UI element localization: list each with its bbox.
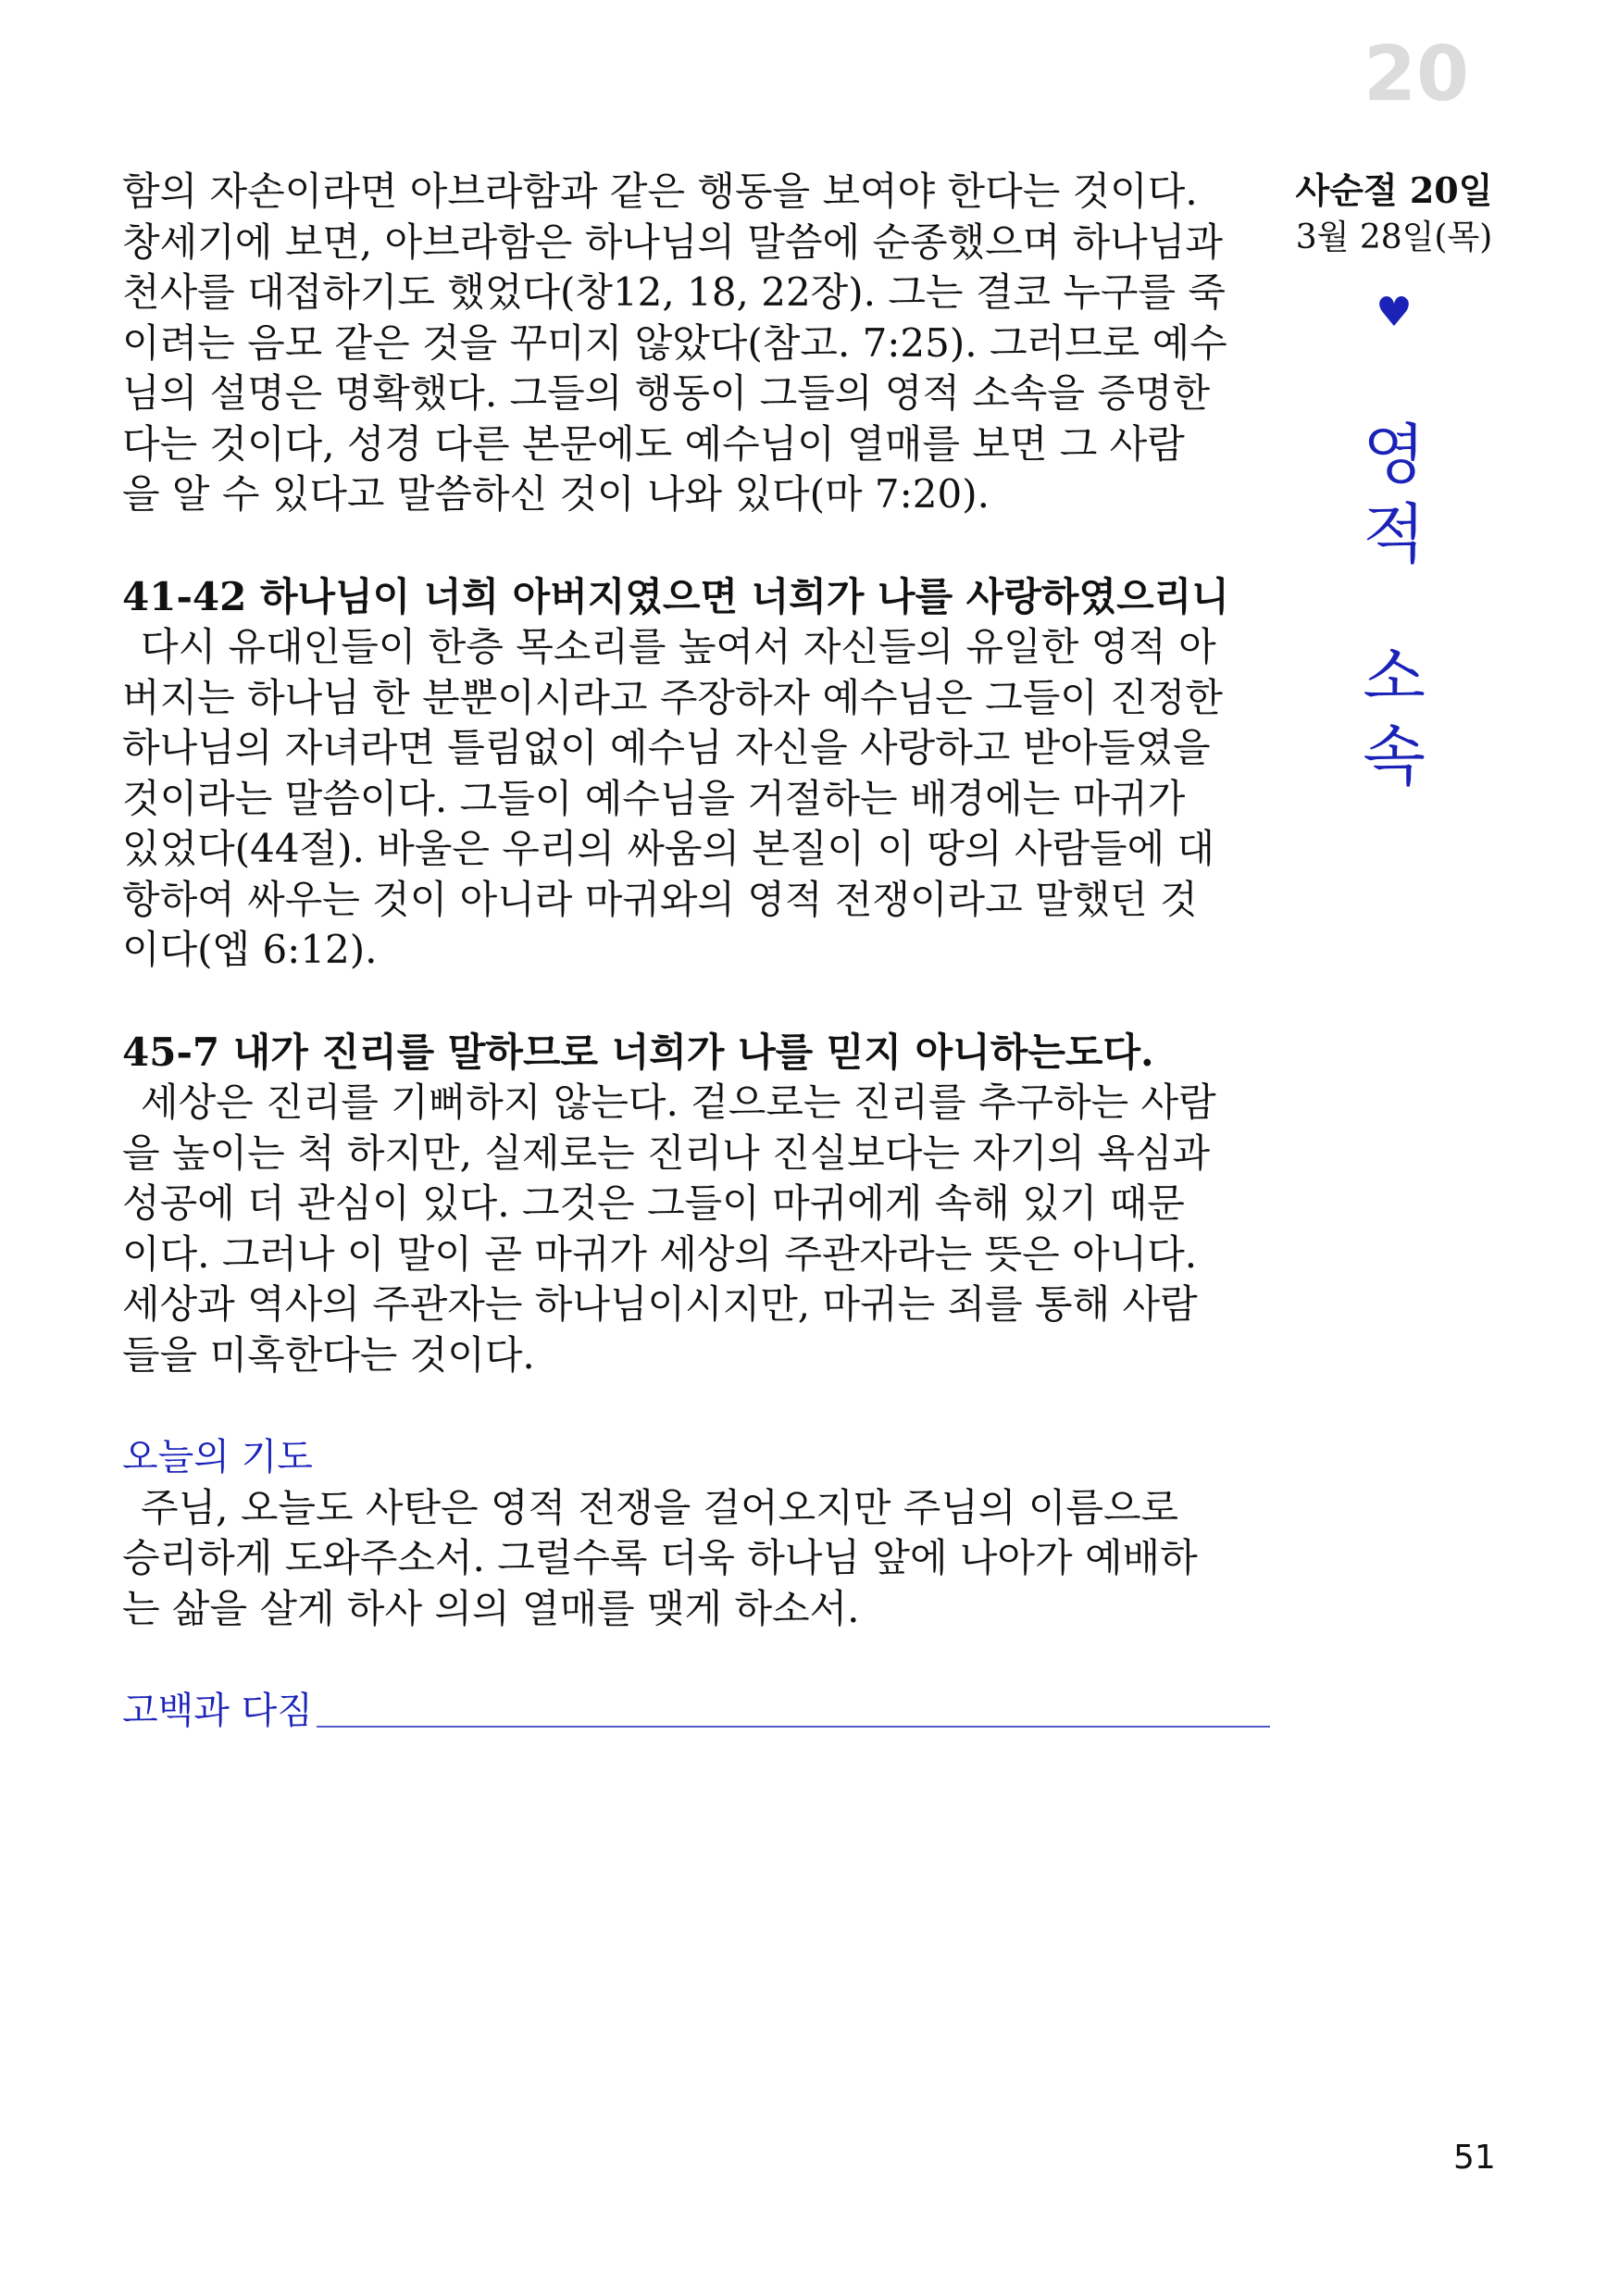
theme-char: 영 [1363, 417, 1426, 493]
main-text [122, 167, 1270, 1737]
prayer-line: 주님, 오늘도 사탄은 영적 전쟁을 걸어오지만 주님의 이름으로 [141, 1484, 1179, 1530]
section-41-42 [122, 572, 1270, 976]
section-line: 버지는 하나님 한 분뿐이시라고 주장하자 예수님은 그들이 진정한 [122, 674, 1223, 720]
section-line: 이다. 그러나 이 말이 곧 마귀가 세상의 주관자라는 뜻은 아니다. [122, 1230, 1198, 1277]
page-number: 51 [1453, 2139, 1496, 2177]
lent-day-label: 사순절 20일 [1295, 169, 1493, 211]
intro-paragraph [122, 167, 1270, 520]
intro-line: 창세기에 보면, 아브라함은 하나님의 말씀에 순종했으며 하나님과 [122, 218, 1223, 265]
section-line: 다시 유대인들이 한층 목소리를 높여서 자신들의 유일한 영적 아 [141, 624, 1216, 669]
sidebar [1283, 167, 1505, 336]
section-line: 항하여 싸우는 것이 아니라 마귀와의 영적 전쟁이라고 말했던 것 [122, 876, 1198, 922]
section-line: 성공에 더 관심이 있다. 그것은 그들이 마귀에게 속해 있기 때문 [122, 1180, 1185, 1226]
section-line: 있었다(44절). 바울은 우리의 싸움의 본질이 이 땅의 사람들에 대 [122, 826, 1215, 871]
prayer-line: 는 삶을 살게 하사 의의 열매를 맺게 하소서. [122, 1585, 860, 1631]
section-line: 것이라는 말씀이다. 그들이 예수님을 거절하는 배경에는 마귀가 [122, 775, 1186, 821]
prayer-line: 승리하게 도와주소서. 그럴수록 더욱 하나님 앞에 나아가 예배하 [122, 1535, 1198, 1580]
resolution-write-line [317, 1725, 1270, 1728]
section-line: 을 높이는 척 하지만, 실제로는 진리나 진실보다는 자기의 욕심과 [122, 1129, 1211, 1176]
resolution-row [122, 1686, 1270, 1737]
section-line: 하나님의 자녀라면 틀림없이 예수님 자신을 사랑하고 받아들였을 [122, 725, 1211, 770]
section-line: 세상은 진리를 기뻐하지 않는다. 겉으로는 진리를 추구하는 사람 [141, 1079, 1216, 1125]
prayer-section [122, 1432, 1270, 1634]
theme-char: 속 [1363, 718, 1426, 794]
intro-line: 천사를 대접하기도 했었다(창12, 18, 22장). 그는 결코 누구를 죽 [122, 269, 1226, 315]
resolution-label: 고백과 다짐 [122, 1690, 313, 1732]
intro-line: 다는 것이다, 성경 다른 본문에도 예수님이 열매를 보면 그 사람 [122, 420, 1185, 467]
date-label: 3월 28일(목) [1295, 218, 1493, 256]
theme-title-top [1339, 415, 1450, 574]
section-line: 이다(엡 6:12). [122, 927, 378, 972]
theme-char: 소 [1363, 639, 1426, 715]
day-number: 20 [1363, 31, 1470, 119]
intro-line: 함의 자손이라면 아브라함과 같은 행동을 보여야 한다는 것이다. [122, 168, 1198, 214]
intro-line: 이려는 음모 같은 것을 꾸미지 않았다(참고. 7:25). 그러므로 예수 [122, 319, 1227, 366]
intro-line: 님의 설명은 명확했다. 그들의 행동이 그들의 영적 소속을 증명한 [122, 370, 1211, 416]
heart-icon: ♥ [1376, 289, 1413, 336]
section-line: 세상과 역사의 주관자는 하나님이시지만, 마귀는 죄를 통해 사람 [122, 1281, 1198, 1327]
section-heading: 41-42 하나님이 너희 아버지였으면 너희가 나를 사랑하였으리니 [122, 573, 1229, 619]
section-heading: 45-7 내가 진리를 말하므로 너희가 나를 믿지 아니하는도다. [122, 1029, 1154, 1075]
section-line: 들을 미혹한다는 것이다. [122, 1331, 535, 1378]
intro-line: 을 알 수 있다고 말씀하신 것이 나와 있다(마 7:20). [122, 471, 990, 517]
theme-char: 적 [1363, 496, 1426, 572]
section-45-47 [122, 1028, 1270, 1381]
theme-title-bottom [1339, 637, 1450, 796]
prayer-title: 오늘의 기도 [122, 1436, 313, 1479]
